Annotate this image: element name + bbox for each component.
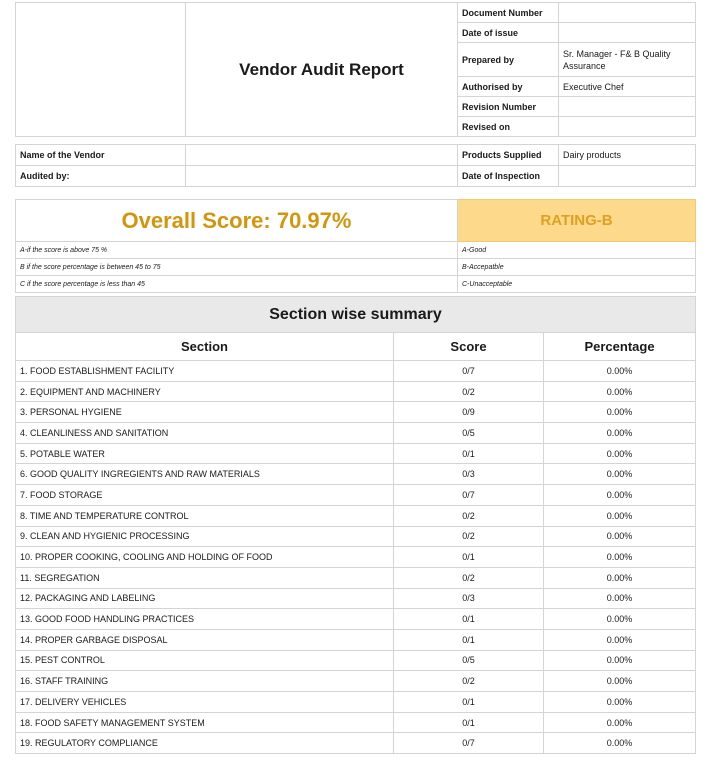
column-header-percentage: Percentage [544,333,696,361]
cell-score: 0/2 [394,526,544,547]
cell-percentage: 0.00% [544,505,696,526]
cell-score: 0/7 [394,485,544,506]
table-row [16,526,696,547]
cell-section: 12. PACKAGING AND LABELING [16,588,394,609]
table-row [16,423,696,444]
score-table [15,199,696,293]
grade-a: A-Good [458,242,696,259]
cell-section: 16. STAFF TRAINING [16,671,394,692]
table-row [16,567,696,588]
table-row [16,361,696,382]
cell-percentage: 0.00% [544,381,696,402]
products-supplied-label: Products Supplied [458,145,559,166]
cell-percentage: 0.00% [544,464,696,485]
field-value-date-of-issue[interactable] [559,23,696,43]
cell-percentage: 0.00% [544,650,696,671]
field-label-document-number: Document Number [458,3,559,23]
cell-percentage: 0.00% [544,567,696,588]
date-of-inspection-label: Date of Inspection [458,166,559,187]
cell-section: 4. CLEANLINESS AND SANITATION [16,423,394,444]
field-label-revision-number: Revision Number [458,97,559,117]
audited-by-value[interactable] [186,166,458,187]
cell-score: 0/9 [394,402,544,423]
cell-section: 18. FOOD SAFETY MANAGEMENT SYSTEM [16,712,394,733]
cell-percentage: 0.00% [544,443,696,464]
cell-section: 6. GOOD QUALITY INGREGIENTS AND RAW MATERIALS [16,464,394,485]
cell-percentage: 0.00% [544,733,696,754]
criteria-a: A-if the score is above 75 % [16,242,458,259]
cell-section: 14. PROPER GARBAGE DISPOSAL [16,629,394,650]
table-row [16,650,696,671]
field-label-date-of-issue: Date of issue [458,23,559,43]
table-row [16,485,696,506]
date-of-inspection-value[interactable] [559,166,696,187]
cell-percentage: 0.00% [544,692,696,713]
cell-percentage: 0.00% [544,712,696,733]
cell-score: 0/2 [394,671,544,692]
header-table [15,2,696,137]
cell-section: 7. FOOD STORAGE [16,485,394,506]
table-row [16,629,696,650]
cell-score: 0/1 [394,692,544,713]
cell-section: 15. PEST CONTROL [16,650,394,671]
field-label-authorised-by: Authorised by [458,77,559,97]
cell-percentage: 0.00% [544,361,696,382]
field-label-prepared-by: Prepared by [458,43,559,77]
overall-score: Overall Score: 70.97% [16,200,458,242]
cell-section: 17. DELIVERY VEHICLES [16,692,394,713]
table-row [16,464,696,485]
grade-c: C-Unacceptable [458,276,696,293]
cell-section: 1. FOOD ESTABLISHMENT FACILITY [16,361,394,382]
table-row [16,547,696,568]
cell-section: 9. CLEAN AND HYGIENIC PROCESSING [16,526,394,547]
rating-badge: RATING-B [458,200,696,242]
section-summary-table [15,296,696,754]
cell-section: 5. POTABLE WATER [16,443,394,464]
cell-score: 0/1 [394,712,544,733]
cell-percentage: 0.00% [544,609,696,630]
grade-b: B-Accepatble [458,259,696,276]
cell-score: 0/7 [394,733,544,754]
cell-score: 0/2 [394,381,544,402]
field-value-prepared-by[interactable]: Sr. Manager - F& B Quality Assurance [559,43,696,77]
table-row [16,712,696,733]
logo-placeholder [16,3,186,137]
audited-by-label: Audited by: [16,166,186,187]
products-supplied-value[interactable]: Dairy products [559,145,696,166]
table-row [16,671,696,692]
report-title: Vendor Audit Report [186,3,458,137]
field-value-document-number[interactable] [559,3,696,23]
vendor-name-label: Name of the Vendor [16,145,186,166]
table-row [16,402,696,423]
criteria-c: C if the score percentage is less than 45 [16,276,458,293]
cell-section: 13. GOOD FOOD HANDLING PRACTICES [16,609,394,630]
table-row [16,733,696,754]
field-value-revision-number[interactable] [559,97,696,117]
cell-percentage: 0.00% [544,588,696,609]
table-row [16,381,696,402]
summary-title: Section wise summary [16,297,696,333]
cell-section: 8. TIME AND TEMPERATURE CONTROL [16,505,394,526]
cell-score: 0/1 [394,629,544,650]
cell-score: 0/2 [394,567,544,588]
cell-percentage: 0.00% [544,423,696,444]
cell-score: 0/3 [394,464,544,485]
table-row [16,505,696,526]
table-row [16,443,696,464]
criteria-b: B if the score percentage is between 45 to 75 [16,259,458,276]
cell-section: 11. SEGREGATION [16,567,394,588]
field-label-revised-on: Revised on [458,117,559,137]
column-header-score: Score [394,333,544,361]
cell-percentage: 0.00% [544,485,696,506]
vendor-name-value[interactable] [186,145,458,166]
cell-score: 0/2 [394,505,544,526]
cell-percentage: 0.00% [544,547,696,568]
cell-section: 3. PERSONAL HYGIENE [16,402,394,423]
field-value-revised-on[interactable] [559,117,696,137]
table-row [16,609,696,630]
cell-score: 0/5 [394,423,544,444]
cell-score: 0/7 [394,361,544,382]
cell-section: 10. PROPER COOKING, COOLING AND HOLDING OF FOOD [16,547,394,568]
vendor-info-table [15,144,696,187]
field-value-authorised-by[interactable]: Executive Chef [559,77,696,97]
table-row [16,588,696,609]
cell-score: 0/5 [394,650,544,671]
cell-section: 19. REGULATORY COMPLIANCE [16,733,394,754]
cell-percentage: 0.00% [544,402,696,423]
cell-score: 0/1 [394,443,544,464]
cell-section: 2. EQUIPMENT AND MACHINERY [16,381,394,402]
cell-percentage: 0.00% [544,671,696,692]
column-header-section: Section [16,333,394,361]
cell-score: 0/3 [394,588,544,609]
cell-percentage: 0.00% [544,526,696,547]
cell-score: 0/1 [394,547,544,568]
cell-percentage: 0.00% [544,629,696,650]
cell-score: 0/1 [394,609,544,630]
table-row [16,692,696,713]
